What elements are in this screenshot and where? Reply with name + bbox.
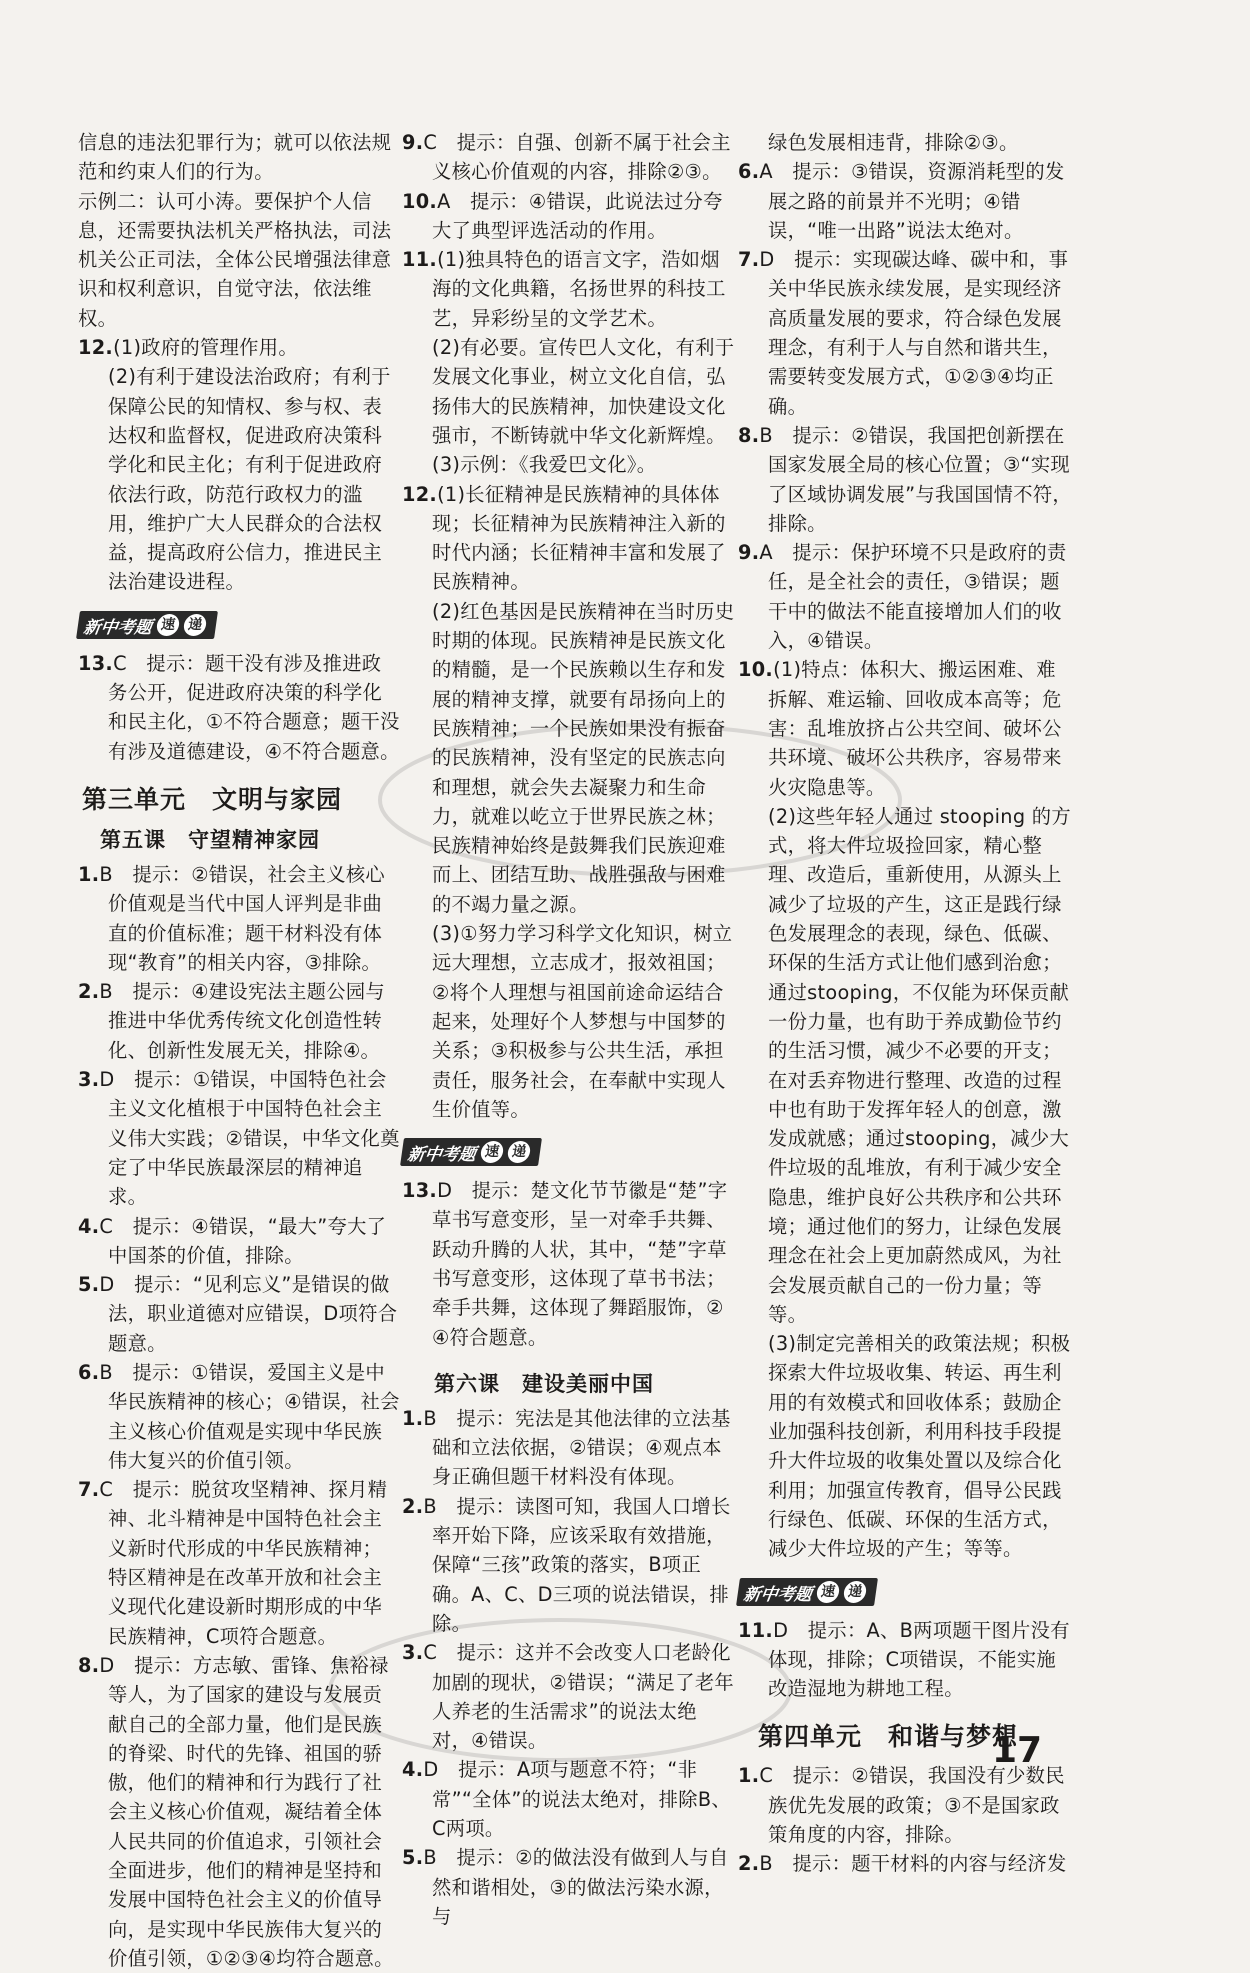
answer-number: 2. [738, 1852, 760, 1876]
answer-text: D 提示：实现碳达峰、碳中和，事关中华民族永续发展，是实现经济高质量发展的要求，符合绿色发展理念，有利于人与自然和谐共生，需要转变发展方式，①②③④均正确。 [759, 248, 1069, 418]
answer-item [738, 157, 1072, 245]
answer-item [402, 1492, 735, 1638]
answer-number: 9. [402, 131, 424, 154]
answer-number: 7. [738, 248, 760, 272]
answer-item [78, 1651, 400, 1973]
badge-dot: 递 [842, 1581, 867, 1603]
answer-text: D 提示：方志敏、雷锋、焦裕禄等人，为了国家的建设与发展贡献自己的全部力量，他们是民族的脊梁、时代的先锋、祖国的骄傲，他们的精神和行为践行了社会主义核心价值观，凝结着全体人民共同的价值追求，引领社会全面进步，他们的精神是坚持和发展中国特色社会主义的价值导向，是实现中华民族伟大复兴的价值引领，①②③④均符合题意。 [99, 1653, 394, 1970]
answer-text: B 提示：读图可知，我国人口增长率开始下降，应该采取有效措施，保障“三孩”政策的落实，B项正确。A、C、D三项的说法错误，排除。 [423, 1494, 731, 1635]
answer-number: 1. [738, 1764, 760, 1788]
badge-dot: 速 [155, 614, 180, 636]
column-left [78, 128, 400, 1973]
answer-number: 3. [402, 1641, 424, 1665]
answer-item [402, 1404, 735, 1492]
answer-number: 4. [402, 1758, 424, 1782]
answer-text: A 提示：④错误，此说法过分夸大了典型评选活动的作用。 [432, 189, 723, 242]
answer-text: D 提示：“见利忘义”是错误的做法，职业道德对应错误，D项符合题意。 [99, 1273, 398, 1355]
paragraph: 示例二：认可小涛。要保护个人信息，还需要执法机关严格执法，司法机关公正司法，全体公民增强法律意识和权利意识，自觉守法，依法维权。 [78, 189, 392, 330]
badge-dot: 速 [479, 1141, 504, 1163]
answer-number: 10. [738, 658, 774, 682]
answer-item [78, 977, 400, 1065]
answer-text: B 提示：②的做法没有做到人与自然和谐相处，③的做法污染水源，与 [423, 1846, 729, 1928]
answer-text: C 提示：脱贫攻坚精神、探月精神、北斗精神是中国特色社会主义新时代形成的中华民族精神；特区精神是在改革开放和社会主义现代化建设新时期形成的中华民族精神，C项符合题意。 [99, 1478, 388, 1648]
lesson-heading: 第六课 建设美丽中国 [434, 1371, 654, 1396]
answer-text: (1)长征精神是民族精神的具体体现；长征精神为民族精神注入新的时代内涵；长征精神丰富和发展了民族精神。 [432, 482, 726, 594]
answer-number: 5. [402, 1846, 424, 1870]
answer-text: (3)示例：《我爱巴文化》。 [432, 453, 657, 477]
answer-number: 6. [738, 160, 760, 184]
answer-number: 13. [402, 1179, 438, 1203]
answer-item [738, 245, 1072, 421]
answer-number: 10. [402, 189, 438, 213]
answer-number: 12. [402, 482, 438, 506]
badge-dot: 速 [815, 1581, 840, 1603]
answer-item [738, 421, 1072, 538]
new-exam-badge [400, 1138, 542, 1166]
badge-label: 新中考题 [406, 1144, 478, 1165]
answer-number: 4. [78, 1214, 100, 1238]
answer-number: 8. [738, 423, 760, 447]
answer-text: (2)红色基因是民族精神在当时历史时期的体现。民族精神是民族文化的精髓，是一个民族赖以生存和发展的精神支撑，就要有昂扬向上的民族精神；一个民族如果没有振奋的民族精神，没有坚定的民族志向和理想，就会失去凝聚力和生命力，就难以屹立于世界民族之林；民族精神始终是鼓舞我们民族迎难而上、团结互助、战胜强敌与困难的不竭力量之源。 [432, 599, 735, 916]
answer-text: (3)①努力学习科学文化知识，树立远大理想，立志成才，报效祖国；②将个人理想与祖国前途命运结合起来，处理好个人梦想与中国梦的关系；③积极参与公共生活，承担责任，服务社会，在奉献中实现人生价值等。 [432, 922, 733, 1121]
answer-text: (2)这些年轻人通过 stooping 的方式，将大件垃圾捡回家，精心整理、改造后，重新使用，从源头上减少了垃圾的产生，这正是践行绿色发展理念的表现，绿色、低碳、环保的生活方式让他们感到治愈；通过stooping，不仅能为环保贡献一份力量，也有助于养成勤俭节约的生活习惯，减少不必要的开支；在对丢弃物进行整理、改造的过程中也有助于发挥年轻人的创意，激发成就感；通过stooping，减少大件垃圾的乱堆放，有利于减少安全隐患，维护良好公共秩序和公共环境；通过他们的努力，让绿色发展理念在社会上更加蔚然成风，为社会发展贡献自己的一份力量；等等。 [768, 804, 1071, 1326]
answer-number: 3. [78, 1068, 100, 1092]
answer-item [402, 245, 735, 333]
badge-label: 新中考题 [82, 617, 154, 638]
badge-label: 新中考题 [742, 1584, 814, 1605]
answer-number: 6. [78, 1360, 100, 1384]
answer-number: 1. [78, 862, 100, 886]
answer-number: 7. [78, 1478, 100, 1502]
lesson-heading: 第五课 守望精神家园 [100, 827, 320, 852]
answer-text: B 提示：宪法是其他法律的立法基础和立法依据，②错误；④观点本身正确但题干材料没有体现。 [423, 1406, 731, 1489]
answer-number: 2. [402, 1494, 424, 1518]
answer-item [78, 649, 400, 766]
unit-heading: 第三单元 文明与家园 [82, 784, 343, 814]
answer-item [402, 1755, 735, 1843]
answer-item [402, 128, 735, 187]
answer-text: D 提示：A项与题意不符；“非常”“全体”的说法太绝对，排除B、C两项。 [423, 1758, 731, 1841]
answer-item [402, 1638, 735, 1755]
answer-item [78, 1358, 400, 1475]
answer-item [738, 1761, 1072, 1849]
answer-number: 13. [78, 651, 114, 675]
answer-item [402, 480, 735, 597]
answer-item [402, 187, 735, 246]
unit-heading: 第四单元 和谐与梦想 [758, 1722, 1019, 1752]
answer-text: D 提示：楚文化节节徽是“楚”字草书写意变形，呈一对牵手共舞、跃动升腾的人状，其中，“楚”字草书写意变形，这体现了草书书法；牵手共舞，这体现了舞蹈服饰，②④符合题意。 [432, 1179, 728, 1349]
column-right [738, 128, 1072, 1879]
page-number: 17 [992, 1730, 1043, 1771]
answer-number: 1. [402, 1406, 424, 1430]
answer-item [738, 1849, 1072, 1878]
answer-text: B 提示：①错误，爱国主义是中华民族精神的核心；④错误，社会主义核心价值观是实现中华民族伟大复兴的价值引领。 [99, 1360, 400, 1472]
answer-text: C 提示：②错误，我国没有少数民族优先发展的政策；③不是国家政策角度的内容，排除。 [759, 1764, 1065, 1847]
answer-number: 5. [78, 1273, 100, 1297]
answer-number: 11. [402, 248, 438, 272]
answer-item [78, 1212, 400, 1271]
answer-text: D 提示：①错误，中国特色社会主义文化植根于中国特色社会主义伟大实践；②错误，中华文化奠定了中华民族最深层的精神追求。 [99, 1068, 400, 1209]
answer-text: (2)有必要。宣传巴人文化，有利于发展文化事业，树立文化自信，弘扬伟大的民族精神，加快建设文化强市，不断铸就中华文化新辉煌。 [432, 336, 735, 447]
answer-text: C 提示：④错误，“最大”夸大了中国茶的价值，排除。 [99, 1214, 387, 1267]
answer-text: (2)有利于建设法治政府；有利于保障公民的知情权、参与权、表达权和监督权，促进政府决策科学化和民主化；有利于促进政府依法行政，防范行政权力的滥用，维护广大人民群众的合法权益，提高政府公信力，推进民主法治建设进程。 [108, 365, 391, 594]
answer-item [78, 860, 400, 977]
answer-text: A 提示：保护环境不只是政府的责任，是全社会的责任，③错误；题干中的做法不能直接增加人们的收入，④错误。 [759, 541, 1067, 653]
answer-text: (1)政府的管理作用。 [113, 336, 298, 360]
badge-dot: 递 [506, 1141, 531, 1163]
answer-text: B 提示：④建设宪法主题公园与推进中华优秀传统文化创造性转化、创新性发展无关，排除④。 [99, 980, 386, 1062]
answer-number: 8. [78, 1653, 100, 1677]
answer-number: 12. [78, 336, 114, 360]
answer-text: B 提示：题干材料的内容与经济发 [759, 1852, 1067, 1876]
answer-text: A 提示：③错误，资源消耗型的发展之路的前景并不光明；④错误，“唯一出路”说法太绝对。 [759, 160, 1065, 242]
paragraph: 信息的违法犯罪行为；就可以依法规范和约束人们的行为。 [78, 131, 392, 184]
answer-text: C 提示：题干没有涉及推进政务公开，促进政府决策的科学化和民主化，①不符合题意；题干没有涉及道德建设，④不符合题意。 [108, 651, 400, 763]
answer-text: C 提示：自强、创新不属于社会主义核心价值观的内容，排除②③。 [423, 131, 731, 184]
badge-dot: 递 [182, 614, 207, 636]
answer-item [78, 1270, 400, 1358]
answer-text: (3)制定完善相关的政策法规；积极探索大件垃圾收集、转运、再生利用的有效模式和回收体系；鼓励企业加强科技创新，利用科技手段提升大件垃圾的收集处置以及综合化利用；加强宣传教育，倡导公民践行绿色、低碳、环保的生活方式，减少大件垃圾的产生；等等。 [768, 1332, 1071, 1561]
answer-item [738, 538, 1072, 655]
answer-item [738, 655, 1072, 801]
answer-item [402, 1176, 735, 1352]
answer-text: D 提示：A、B两项题干图片没有体现，排除；C项错误，不能实施改造湿地为耕地工程。 [768, 1618, 1070, 1701]
answer-item [78, 1065, 400, 1211]
answer-text: C 提示：这并不会改变人口老龄化加剧的现状，②错误；“满足了老年人养老的生活需求”的说法太绝对，④错误。 [423, 1641, 735, 1753]
new-exam-badge [76, 611, 218, 639]
new-exam-badge [736, 1578, 878, 1606]
answer-number: 2. [78, 980, 100, 1004]
answer-text: (1)独具特色的语言文字，浩如烟海的文化典籍，名扬世界的科技工艺，异彩纷呈的文学艺术。 [432, 248, 726, 330]
answer-text: (1)特点：体积大、搬运困难、难拆解、难运输、回收成本高等；危害：乱堆放挤占公共空间、破坏公共环境、破坏公共秩序，容易带来火灾隐患等。 [768, 658, 1062, 799]
column-middle [402, 128, 735, 1931]
answer-item [738, 1616, 1072, 1704]
answer-item [402, 1843, 735, 1931]
answer-number: 11. [738, 1618, 774, 1642]
answer-text: 绿色发展相违背，排除②③。 [768, 131, 1019, 154]
answer-text: B 提示：②错误，我国把创新摆在国家发展全局的核心位置；③“实现了区域协调发展”与我国国情不符，排除。 [759, 423, 1073, 535]
answer-item [78, 333, 400, 362]
answer-number: 9. [738, 541, 760, 565]
answer-text: B 提示：②错误，社会主义核心价值观是当代中国人评判是非曲直的价值标准；题干材料没有体现“教育”的相关内容，③排除。 [99, 862, 386, 974]
answer-item [78, 1475, 400, 1651]
